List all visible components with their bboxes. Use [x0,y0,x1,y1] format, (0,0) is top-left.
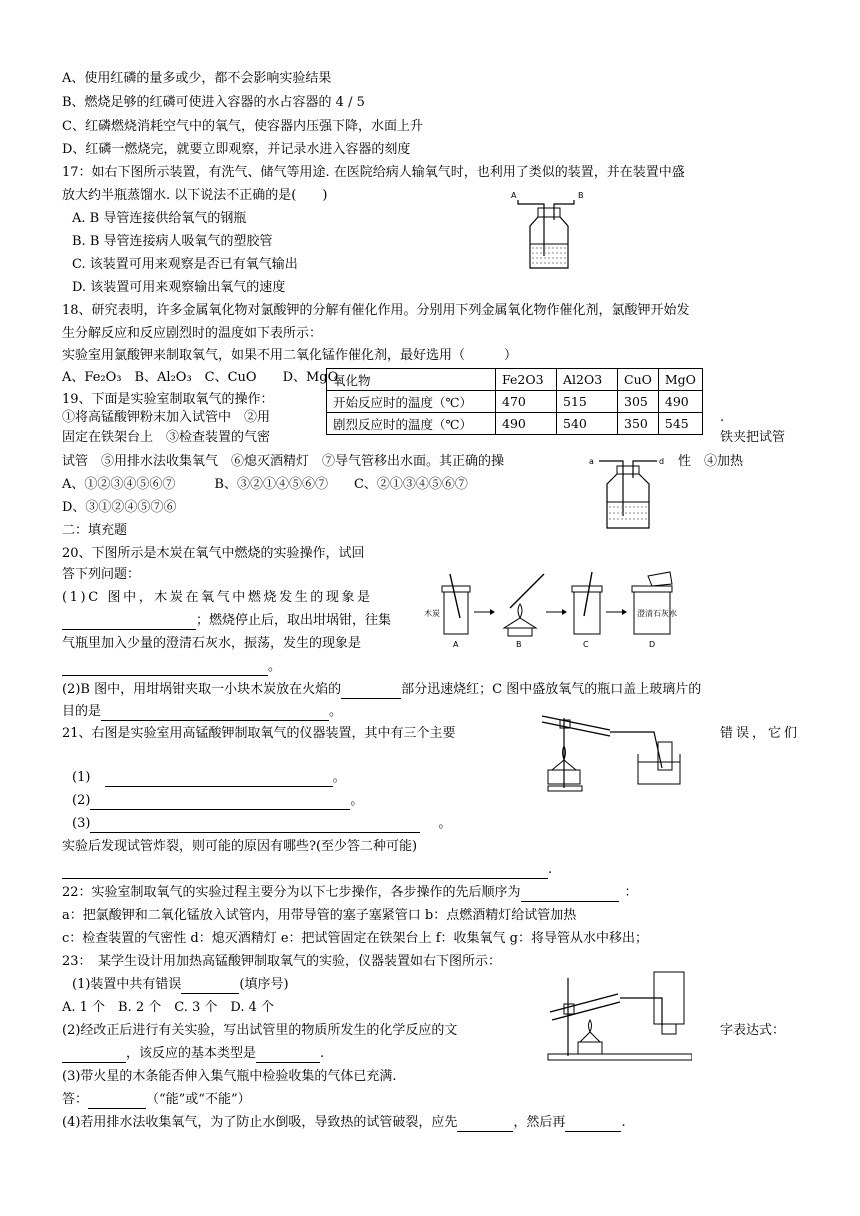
q23-blank-errors[interactable] [181,979,239,994]
q21-crack-end: . [548,862,553,877]
q23-part4-end: . [621,1115,626,1130]
q22-steps-1: a：把氯酸钾和二氧化锰放入试管内，用带导管的塞子塞紧管口 b：点燃酒精灯给试管加热 [62,908,577,923]
q21-error-1-wrap [72,769,346,787]
table-cell: 545 [658,413,702,435]
table-cell: 剧烈反应时的温度（℃） [327,413,496,435]
q22-steps-2: c：检查装置的气密性 d：熄灭酒精灯 e：把试管固定在铁架台上 f：收集氧气 g：将导管从水中移出； [62,931,648,946]
q21-error-3-label: (3) [72,816,91,831]
q23-part3: (3)带火星的木条能否伸入集气瓶中检验收集的气体已充满. [62,1069,397,1084]
q21-error-2-label: (2) [72,793,91,808]
q17-option-b: B. B 导管连接病人吸氧气的塑胶管 [72,234,273,249]
q19-step-cont-2: 铁夹把试管 [720,430,786,445]
table-cell: 515 [557,391,618,413]
q18-stem-2: 生分解反应和反应剧烈时的温度如下表所示： [62,326,323,341]
q19-stem: 19、下面是实验室制取氧气的操作： [62,392,274,407]
q23-part4-wrap [62,1114,626,1132]
q21-blank-crack-reasons[interactable] [62,864,548,879]
q20-stem-1: 20、下图所示是木炭在氧气中燃烧的实验操作，试回 [62,546,365,561]
q16-option-a: A、使用红磷的量多或少，都不会影响实验结果 [62,71,332,86]
q19-label-b: d [659,457,665,466]
q18-stem-1: 18、研究表明，许多金属氧化物对氯酸钾的分解有催化作用。分别用下列金属氧化物作催化剂，氯酸钾开始发 [62,303,690,318]
q20-part2-line-1b: 部分迅速烧红；C 图中盛放氧气的瓶口盖上玻璃片的 [401,682,702,697]
q20-lime-label: 澄清石灰水 [637,609,677,618]
q23-part3-hint: （“能”或“不能”） [146,1092,251,1107]
q20-part1-line-3: 气瓶里加入少量的澄清石灰水，振荡，发生的现象是 [62,636,362,651]
q23-part2-line-1-cont: 字表达式： [720,1023,786,1038]
q23-part3-answer-wrap [62,1091,251,1109]
table-header-cell: CuO [618,369,659,391]
q20-label-d: D [649,640,656,649]
q23-blank-can-or-not[interactable] [88,1094,146,1109]
q20-label-c: C [583,640,589,649]
q20-part1-end: 。 [268,659,282,674]
q23-apparatus-figure [544,968,692,1064]
q20-blank-limewater[interactable] [62,661,268,676]
q19-step-line-3: 试管 ⑤用排水法收集氧气 ⑥熄灭酒精灯 ⑦导气管移出水面。其正确的操 [62,454,505,469]
q23-part1-end: (填序号) [239,977,289,992]
q22-blank-order[interactable] [521,887,619,902]
q19-label-a: a [589,457,594,466]
q20-part1-line-1: (1)C 图中，木炭在氧气中燃烧发生的现象是 [62,590,373,605]
q19-gas-bottle-figure [587,452,669,532]
table-header-cell: 氧化物 [327,369,496,391]
section-fill-in-title: 二：填充题 [62,523,128,538]
q22-stem: 22：实验室制取氧气的实验过程主要分为以下七步操作，各步操作的先后顺序为 [62,885,521,900]
q17-stem-2: 放大约半瓶蒸馏水. 以下说法不正确的是( ) [62,188,328,203]
q23-part4-mid: ，然后再 [513,1115,566,1130]
q23-blank-reaction-type[interactable] [256,1048,320,1063]
q20-stem-2: 答下列问题： [62,567,141,582]
q21-crack-question: 实验后发现试管炸裂，则可能的原因有哪些?(至少答二种可能) [62,839,418,854]
table-cell: 470 [496,391,557,413]
q23-part1-options: A. 1 个 B. 2 个 C. 3 个 D. 4 个 [62,1000,275,1015]
q19-step-line-2: 固定在铁架台上 ③检查装置的气密 [62,430,271,445]
q17-wash-bottle-figure [508,186,588,272]
q20-label-a: A [453,640,459,649]
q23-blank-then[interactable] [565,1117,621,1132]
q21-blank-error-3[interactable] [90,818,420,833]
q21-error-2-wrap [72,792,363,810]
q21-stem: 21、右图是实验室用高锰酸钾制取氧气的仪器装置，其中有三个主要 [62,726,456,741]
q23-part1: (1)装置中共有错误 [72,977,182,992]
q19-step-cont-3: 性 ④加热 [678,454,744,469]
table-cell: 305 [618,391,659,413]
q21-error-1-end: 。 [332,770,346,785]
q20-blank-purpose[interactable] [101,706,329,721]
table-header-cell: Al2O3 [557,369,618,391]
q20-part1-line-2-wrap [62,612,391,630]
q21-error-1-label: (1) [72,770,91,785]
table-header-cell: MgO [658,369,702,391]
q18-question: 实验室用氯酸钾来制取氧气，如果不用二氧化锰作催化剂，最好选用（ ） [62,348,518,363]
table-header-cell: Fe2O3 [496,369,557,391]
q20-blank-phenomenon[interactable] [62,615,196,630]
q16-option-d: D、红磷一燃烧完，就要立即观察，并记录水进入容器的刻度 [62,142,411,157]
q23-part2-end: . [320,1046,325,1061]
table-cell: 490 [658,391,702,413]
q19-step-line-1: ①将高锰酸钾粉末加入试管中 ②用 [62,410,271,425]
q23-blank-first[interactable] [457,1117,513,1132]
q22-stem-end: ： [624,885,638,900]
q17-label-b: B [578,191,584,200]
q17-stem-1: 17：如右下图所示装置，有洗气、储气等用途. 在医院给病人输氧气时，也利用了类似的装置，并在装置中盛 [62,165,685,180]
q20-part2-line-2-wrap [62,703,342,721]
q21-error-3-wrap [72,815,451,833]
q17-label-a: A [511,191,517,200]
q21-blank-error-1[interactable] [105,772,333,787]
q20-charcoal-experiment-figure [424,568,694,650]
q20-part2-line-2: 目的是 [62,704,102,719]
q23-part2-line-2-wrap [62,1045,324,1063]
q16-option-c: C、红磷燃烧消耗空气中的氧气，使容器内压强下降，水面上升 [62,119,423,134]
q21-error-3-end: 。 [438,816,452,831]
q20-part2-end: 。 [329,704,343,719]
table-cell: 490 [496,413,557,435]
q23-blank-equation[interactable] [62,1048,126,1063]
q19-option-d: D、③①②④⑤⑦⑥ [62,500,177,515]
q21-crack-answer-wrap [62,861,552,879]
q16-option-b: B、燃烧足够的红磷可使进入容器的水占容器的 4 / 5 [62,95,365,110]
table-cell: 540 [557,413,618,435]
q23-part2-line-2: ，该反应的基本类型是 [126,1046,257,1061]
q23-part4: (4)若用排水法收集氧气，为了防止水倒吸，导致热的试管破裂，应先 [62,1115,458,1130]
q21-error-2-end: 。 [350,793,364,808]
q23-stem: 23： 某学生设计用加热高锰酸钾制取氧气的实验，仪器装置如右下图所示： [62,954,502,969]
q22-stem-wrap [62,884,638,902]
q19-options-abc: A、①②③④⑤⑥⑦ B、③②①④⑤⑥⑦ C、②①③④⑤⑥⑦ [62,477,468,492]
table-row [327,413,703,435]
q21-blank-error-2[interactable] [90,795,350,810]
q20-part1-line-2: ；燃烧停止后，取出坩埚钳，往集 [196,613,392,628]
q20-part1-line-4-wrap [62,658,281,676]
q17-option-c: C. 该装置可用来观察是否已有氧气输出 [72,257,298,272]
q23-part3-answer: 答： [62,1092,89,1107]
q21-stem-cont: 错误，它们 [720,726,801,741]
q18-options: A、Fe₂O₃ B、Al₂O₃ C、CuO D、MgO [62,370,339,385]
q20-part2-line-1: (2)B 图中，用坩埚钳夹取一小块木炭放在火焰的 [62,682,342,697]
table-row [327,391,703,413]
table-cell: 350 [618,413,659,435]
q20-label-b: B [516,640,522,649]
q21-apparatus-figure [534,708,684,794]
q20-tan-label: 木炭 [424,609,440,618]
q23-part1-wrap [72,976,289,994]
catalyst-temperature-table [326,368,703,435]
q17-option-d: D. 该装置可用来观察输出氧气的速度 [72,280,286,295]
table-cell: 开始反应时的温度（℃） [327,391,496,413]
q20-part2-line-1-wrap [62,681,701,699]
table-header-row [327,369,703,391]
q23-part2-line-1: (2)经改正后进行有关实验，写出试管里的物质所发生的化学反应的文 [62,1023,458,1038]
q19-step-cont-1: . [720,410,725,425]
q17-option-a: A. B 导管连接供给氧气的钢瓶 [72,211,247,226]
q20-blank-flame-part[interactable] [341,684,401,699]
